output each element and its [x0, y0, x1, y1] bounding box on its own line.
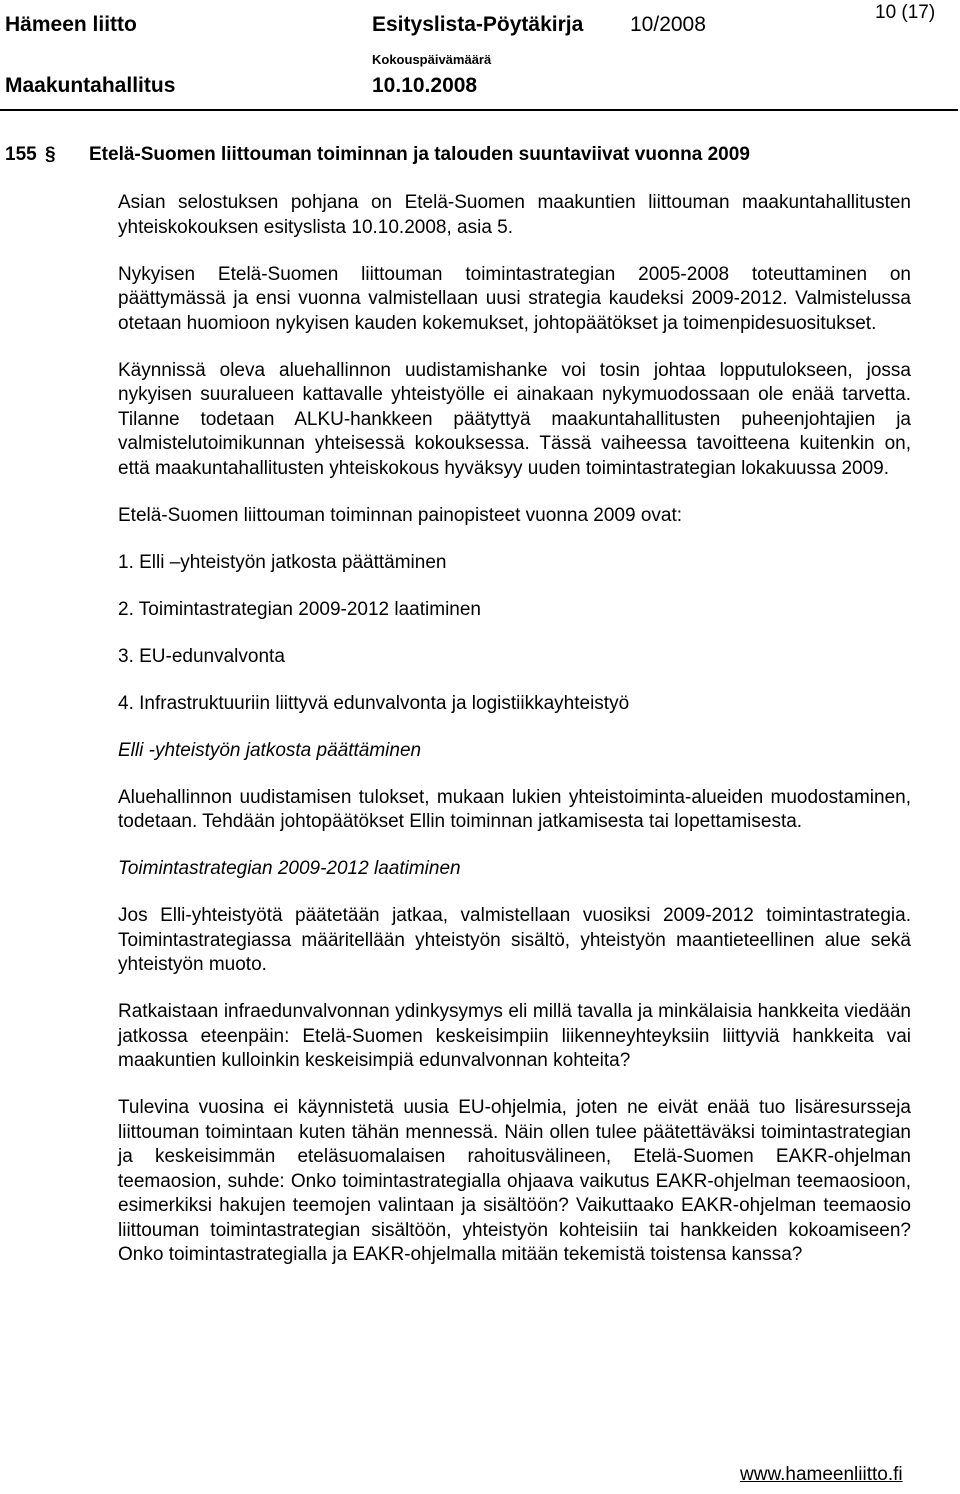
section-sign: § — [45, 144, 56, 165]
section-number: 155 — [5, 144, 37, 165]
paragraph-strategy: Nykyisen Etelä-Suomen liittouman toimintastrategian 2005-2008 toteuttaminen on päättymässä ja ensi vuonna valmistellaan uusi strategia kaudeksi 2009-2012. Valmistelussa otetaan huomioon nykyisen kauden kokemukset, johtopäätökset ja toimenpidesuositukset. — [118, 263, 911, 334]
page-number: 10 (17) — [875, 2, 936, 23]
subheading-elli: Elli -yhteistyön jatkosta päättäminen — [118, 739, 422, 761]
document-body — [118, 191, 911, 1290]
body-name: Maakuntahallitus — [5, 74, 176, 97]
list-item: 2. Toimintastrategian 2009-2012 laatiminen — [118, 598, 481, 620]
footer-website-link[interactable]: www.hameenliitto.fi — [740, 1464, 903, 1485]
list-item: 4. Infrastruktuuriin liittyvä edunvalvonta ja logistiikkayhteistyö — [118, 692, 630, 714]
paragraph-infra: Ratkaistaan infraedunvalvonnan ydinkysymys eli millä tavalla ja minkälaisia hankkeita viedään jatkossa eteenpäin: Etelä-Suomen keskeisimpiin liikenneyhteyksiin liittyviä hankkeita vai maakuntien kulloinkin keskeisimpiä edunvalvonnan kohteita? — [118, 1001, 911, 1071]
section-title: Etelä-Suomen liittouman toiminnan ja talouden suuntaviivat vuonna 2009 — [89, 144, 750, 165]
section-heading — [5, 144, 750, 166]
list-item: 3. EU-edunvalvonta — [118, 645, 285, 667]
list-item: 1. Elli –yhteistyön jatkosta päättäminen — [118, 551, 447, 573]
meeting-date: 10.10.2008 — [372, 74, 478, 97]
paragraph-background: Asian selostuksen pohjana on Etelä-Suomen maakuntien liittouman maakuntahallitusten yhteiskokouksen esityslista 10.10.2008, asia 5. — [118, 192, 911, 238]
paragraph-eu: Tulevina vuosina ei käynnistetä uusia EU-ohjelmia, joten ne eivät enää tuo lisäresursseja liittouman toimintaan kuten tähän mennessä. Näin ollen tulee päätettäväksi toimintastrategian ja keskeisimmän eteläsuomalaisen rahoitusvälineen, Etelä-Suomen EAKR-ohjelman teemaosion, suhde: Onko toimintastrategialla ohjaava vaikutus EAKR-ohjelman teemaosioon, esimerkiksi hakujen teemojen valintaan ja sisältöön? Vaikuttaako EAKR-ohjelman teemaosio liittouman toimintastrategian sisältöön, yhteistyön kohteisiin tai hankkeiden kokoamiseen? Onko toimintastrategialla ja EAKR-ohjelmalla mitään tekemistä toistensa kanssa? — [118, 1097, 911, 1265]
date-label: Kokouspäivämäärä — [372, 52, 492, 67]
subheading-strategy: Toimintastrategian 2009-2012 laatiminen — [118, 858, 461, 879]
document-number: 10/2008 — [630, 13, 706, 36]
paragraph-strategy-plan: Jos Elli-yhteistyötä päätetään jatkaa, valmistellaan vuosiksi 2009-2012 toimintastrategia. Toimintastrategiassa määritellään yhteistyön sisältö, yhteistyön maantieteellinen alue sekä yhteistyön muoto. — [118, 905, 911, 975]
header-divider — [0, 109, 958, 111]
paragraph-priorities-intro: Etelä-Suomen liittouman toiminnan painopisteet vuonna 2009 ovat: — [118, 504, 683, 526]
organization-name: Hämeen liitto — [5, 13, 137, 36]
paragraph-reform: Käynnissä oleva aluehallinnon uudistamishanke voi tosin johtaa lopputulokseen, jossa nykyisen suuralueen kattavalle yhteistyölle ei ainakaan nykymuodossaan ole enää tarvetta. Tilanne todetaan ALKU-hankkeen päätyttyä maakuntahallitusten puheenjohtajien ja valmistelutoimikunnan yhteisessä kokouksessa. Tässä vaiheessa tavoitteena kuitenkin on, että maakuntahallitusten yhteiskokous hyväksyy uuden toimintastrategian lokakuussa 2009. — [118, 359, 911, 479]
paragraph-elli: Aluehallinnon uudistamisen tulokset, mukaan lukien yhteistoiminta-alueiden muodostaminen, todetaan. Tehdään johtopäätökset Ellin toiminnan jatkamisesta tai lopettamisesta. — [118, 786, 911, 832]
document-type: Esityslista-Pöytäkirja — [372, 13, 584, 36]
